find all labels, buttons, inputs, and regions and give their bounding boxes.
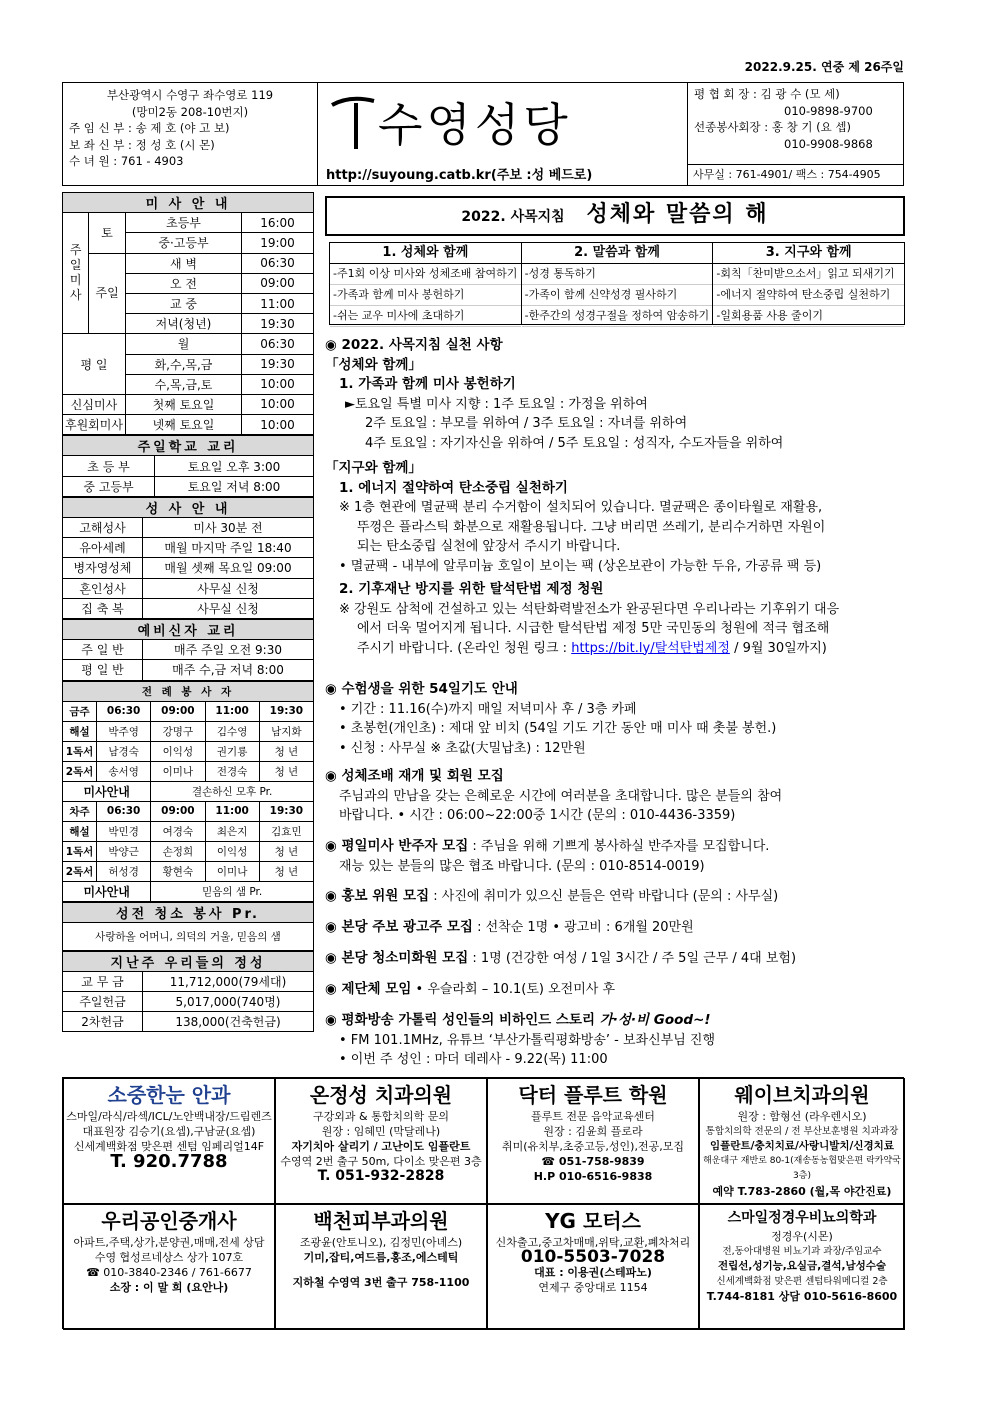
sacrament-name: 유아세례 (63, 538, 143, 558)
ad-wave-dental[interactable] (699, 1078, 905, 1204)
address: 부산광역시 수영구 좌수영로 119 (106, 88, 274, 102)
offering-amount: 5,017,000(740명) (143, 992, 314, 1012)
notice-adoration (325, 767, 905, 826)
mass-time: 19:00 (242, 233, 314, 253)
guideline-item: -회칙「찬미받으소서」읽고 되새기기 (713, 264, 904, 285)
time-header: 06:30 (97, 801, 151, 821)
class-name: 초 등 부 (63, 456, 155, 476)
offering-title: 지난주 우리들의 정성 (63, 951, 314, 971)
class-time: 토요일 저녁 8:00 (155, 476, 314, 496)
time-header: 06:30 (97, 701, 151, 721)
notice-line (325, 639, 905, 659)
ad-dermatology[interactable] (275, 1204, 487, 1330)
server: 김효민 (259, 821, 313, 841)
offering-type: 교 무 금 (63, 971, 143, 991)
ad-phone: T. 920.7788 (110, 1151, 228, 1172)
class-name: 주 일 반 (63, 640, 143, 660)
notice-heading: ◉ 성체조배 재개 및 회원 모집 (325, 768, 504, 784)
notice-line: 4주 토요일 : 자기자신을 위하여 / 5주 토요일 : 성직자, 수도자들을 위하여 (365, 435, 784, 451)
guideline-item: -가족과 함께 미사 봉헌하기 (330, 285, 521, 306)
sacrament-name: 집 축 복 (63, 598, 143, 618)
mass-guide: 믿음의 샘 Pr. (151, 881, 314, 901)
notice-line: • 기간 : 11.16(수)까지 매일 저녁미사 후 / 3층 카페 (339, 701, 637, 717)
mass-time: 19:30 (242, 354, 314, 374)
ad-flute-academy[interactable] (487, 1078, 699, 1204)
ad-line: 신차출고,중고차매매,위탁,교환,폐차처리 (495, 1236, 691, 1249)
ad-line: 수영 협성르네상스 상가 107호 (94, 1251, 244, 1264)
guideline-item: -가족이 함께 신약성경 필사하기 (522, 285, 713, 306)
sunday-school-table (62, 435, 314, 497)
year-theme-banner (325, 196, 905, 236)
special-mass-day: 넷째 토요일 (125, 415, 241, 435)
notice-subheading: 「지구와 함께」 (325, 460, 422, 476)
notice-text: : 선착순 1명 • 광고비 : 6개월 20만원 (472, 920, 694, 935)
ad-phone: 010-5503-7028 (520, 1247, 666, 1267)
server: 손정희 (151, 841, 205, 861)
notice-heading: ◉ 본당 청소미화원 모집 (325, 950, 469, 966)
mass-name: 월 (125, 334, 241, 354)
ad-line: 원장 : 함형선 (라우렌시오) (737, 1110, 867, 1123)
sunday-school-title: 주일학교 교리 (63, 436, 314, 456)
mass-guide-label: 미사안내 (63, 881, 151, 901)
catechumen-title: 예비신자 교리 (63, 619, 314, 639)
guideline-item: -에너지 절약하여 탄소중립 실천하기 (713, 285, 904, 306)
server: 청 년 (259, 741, 313, 761)
sacrament-table (62, 497, 314, 619)
server: 이미나 (151, 761, 205, 781)
guideline-columns (329, 242, 905, 325)
time-header: 09:00 (151, 801, 205, 821)
servers-title: 전 례 봉 사 자 (63, 681, 314, 701)
notice-line: ※ 강원도 삼척에 건설하고 있는 석탄화력발전소가 완공된다면 우리나라는 기후위기 대응 (339, 601, 840, 617)
server: 박민경 (97, 821, 151, 841)
sidebar (62, 192, 314, 1032)
notice-line: • 멸균팩 - 내부에 알루미늄 호일이 보이는 팩 (상온보관이 가능한 두유, 가공류 팩 등) (339, 558, 822, 574)
notice-line: • FM 101.1MHz, 유튜브 ‘부산가톨릭평화방송’ - 보좌신부님 진행 (339, 1032, 716, 1048)
ad-name: YG 모터스 (545, 1209, 641, 1233)
server: 이익성 (151, 741, 205, 761)
offering-type: 주일헌금 (63, 992, 143, 1012)
catechumen-table (62, 619, 314, 681)
ad-eye-clinic[interactable] (63, 1078, 275, 1204)
notice-line: 에서 더욱 멀어지게 됩니다. 시급한 탈석탄법 제정 5만 국민동의 청원에 적극 협조해 (357, 621, 830, 636)
mass-name: 저녁(청년) (125, 314, 241, 334)
cleaning-title: 성전 청소 봉사 Pr. (63, 902, 314, 922)
funeral-service-head: 선종봉사회장 : 홍 창 기 (요 셉) (694, 120, 851, 134)
time-header: 11:00 (205, 801, 259, 821)
mass-time: 06:30 (242, 334, 314, 354)
website-url[interactable]: http://suyoung.catb.kr(주보 :성 베드로) (326, 168, 593, 183)
ad-address: 연제구 중앙대로 1154 (538, 1281, 648, 1294)
ad-line: 취미(유치부,초중고등,성인),전공,모집 (502, 1140, 684, 1153)
offering-amount: 138,000(건축헌금) (143, 1012, 314, 1032)
sacrament-name: 고해성사 (63, 518, 143, 538)
server: 여경숙 (151, 821, 205, 841)
offering-amount: 11,712,000(79세대) (143, 971, 314, 991)
role: 1독서 (63, 841, 97, 861)
mass-schedule-title: 미 사 안 내 (63, 193, 314, 213)
notice-line: 바랍니다. • 시간 : 06:00~22:00중 1시간 (문의 : 010-4436-3359) (339, 808, 736, 823)
ad-line: 스마일/라식/라섹/ICL/노안백내장/드림렌즈 (66, 1110, 272, 1123)
ad-line: 신세계백화점 맞은편 센텀 임페리얼14F (73, 1140, 265, 1153)
notice-pr-committee (325, 887, 905, 907)
office-contact: 사무실 : 761-4901/ 팩스 : 754-4905 (688, 164, 903, 186)
sacrament-time: 매월 마지막 주일 18:40 (143, 538, 314, 558)
notice-guideline-practice (325, 336, 905, 658)
ad-phone: 지하철 수영역 3번 출구 758-1100 (292, 1276, 470, 1289)
address-detail: (망미2동 208-10번지) (131, 104, 249, 119)
server: 송서영 (97, 761, 151, 781)
mass-time: 09:00 (242, 273, 314, 293)
year-theme-title: 성체와 말씀의 해 (586, 202, 769, 227)
liturgy-servers-table (62, 681, 314, 902)
notice-text: : 사진에 취미가 있으신 분들은 연락 바랍니다 (문의 : 사무실) (429, 889, 779, 904)
ad-line: 전,동아대병원 비뇨기과 과장/주임교수 (722, 1246, 882, 1257)
week-label: 차주 (63, 801, 97, 821)
notice-line: ※ 1층 현관에 멸균팩 분리 수거함이 설치되어 있습니다. 멸균팩은 종이타월로 재활용, (339, 500, 823, 515)
ad-phone: T. 051-932-2828 (317, 1168, 445, 1184)
notice-line: ►토요일 특별 미사 지향 : 1주 토요일 : 가정을 위하여 (345, 396, 648, 412)
guideline-heading: 3. 지구와 함께 (713, 243, 904, 264)
server: 강명구 (151, 721, 205, 741)
ad-line: ☎ 051-758-9839 (541, 1155, 645, 1168)
ad-line: 대표원장 김승기(요셉),구남균(요셉) (82, 1125, 256, 1138)
mass-time: 16:00 (242, 213, 314, 233)
ad-line: 임플란트/충치치료/사랑니발치/신경치료 (710, 1140, 894, 1152)
ad-name: 스마일정경우비뇨의학과 (727, 1210, 877, 1226)
class-time: 매주 수,금 저녁 8:00 (143, 660, 314, 680)
role: 2독서 (63, 861, 97, 881)
guideline-column (522, 243, 714, 324)
notice-heading: ◉ 수험생을 위한 54일기도 안내 (325, 681, 518, 697)
mass-name: 새 벽 (125, 253, 241, 273)
council-president-phone: 010-9898-9700 (784, 103, 873, 118)
ad-name: 우리공인중개사 (101, 1209, 237, 1233)
notice-organist (325, 837, 905, 876)
special-mass-day: 첫째 토요일 (125, 394, 241, 414)
mass-time: 10:00 (242, 394, 314, 414)
parish-info (63, 83, 318, 185)
guideline-column (713, 243, 904, 324)
notice-line: 뚜껑은 플라스틱 화분으로 재활용됩니다. 그냥 버리면 쓰레기, 분리수거하면 자원이 (357, 519, 826, 535)
sacrament-time: 매월 셋째 목요일 09:00 (143, 558, 314, 578)
notice-item-heading: 2. 기후재난 방지를 위한 탈석탄법 제정 청원 (339, 581, 604, 597)
mass-time: 06:30 (242, 253, 314, 273)
mass-time: 10:00 (242, 415, 314, 435)
sunday-mass-label: 주일미사 (63, 213, 89, 334)
guideline-item: -쉬는 교우 미사에 초대하기 (330, 306, 521, 327)
special-mass-name: 신심미사 (63, 394, 126, 414)
notice-cleaner (325, 949, 905, 969)
guideline-item: -한주간의 성경구절을 정하여 암송하기 (522, 306, 713, 327)
council-info (688, 83, 903, 185)
mass-schedule-table (62, 192, 314, 435)
sacrament-title: 성 사 안 내 (63, 497, 314, 517)
ad-name: 닥터 플루트 학원 (518, 1083, 668, 1107)
notice-text: : 1명 (건강한 여성 / 1일 3시간 / 주 5일 근무 / 4대 보험) (468, 951, 797, 966)
mass-guide-label: 미사안내 (63, 781, 151, 801)
logo-area (318, 83, 688, 185)
ad-owner: 소장 : 이 말 희 (요안나) (109, 1281, 229, 1294)
server: 남경숙 (97, 741, 151, 761)
weekday-label: 평 일 (63, 334, 126, 395)
notice-line: • 신청 : 사무실 ※ 초값(大밀납초) : 12만원 (339, 740, 586, 756)
notice-text: 주시기 바랍니다. (온라인 청원 링크 : (357, 640, 572, 656)
server: 이익성 (205, 841, 259, 861)
ad-line: 해운대구 재반로 80-1(재송동농협맞은편 락카약국 3층) (703, 1156, 901, 1181)
server: 남지화 (259, 721, 313, 741)
notice-item-heading: 1. 가족과 함께 미사 봉헌하기 (339, 376, 516, 392)
parish-name-logo: 수영성당 (378, 98, 572, 152)
ad-motors[interactable] (487, 1204, 699, 1330)
mass-name: 초등부 (125, 213, 241, 233)
notice-text: • 우슬라회 – 10.1(토) 오전미사 후 (411, 982, 616, 997)
ad-line: 자기치아 살리기 / 고난이도 임플란트 (291, 1140, 471, 1153)
offering-type: 2차헌금 (63, 1012, 143, 1032)
server: 박양근 (97, 841, 151, 861)
notice-heading: ◉ 홍보 위원 모집 (325, 888, 430, 904)
mass-name: 수,목,금,토 (125, 374, 241, 394)
notice-line: 2주 토요일 : 부모를 위하여 / 3주 토요일 : 자녀를 위하여 (365, 416, 688, 431)
server: 박주영 (97, 721, 151, 741)
notice-line: 재능 있는 분들의 많은 협조 바랍니다. (문의 : 010-8514-0019) (339, 858, 705, 874)
ad-line: 플루트 전문 음악교육센터 (531, 1110, 655, 1123)
notice-heading: ◉ 본당 주보 광고주 모집 (325, 919, 473, 935)
sacrament-name: 병자영성체 (63, 558, 143, 578)
guideline-column (330, 243, 522, 324)
mass-guide: 결손하신 모후 Pr. (151, 781, 314, 801)
ad-dental-clinic[interactable] (275, 1078, 487, 1204)
sacrament-name: 혼인성사 (63, 578, 143, 598)
class-time: 토요일 오후 3:00 (155, 456, 314, 476)
parish-logo-icon (330, 93, 380, 153)
notice-item-heading: 1. 에너지 절약하여 탄소중립 실천하기 (339, 479, 568, 496)
council-president: 평 협 회 장 : 김 광 수 (모 세) (694, 87, 840, 101)
ad-line: 정경우(시몬) (771, 1230, 833, 1243)
ad-urology[interactable] (699, 1204, 905, 1330)
mass-time: 19:30 (242, 314, 314, 334)
class-time: 매주 주일 오전 9:30 (143, 640, 314, 660)
sacrament-time: 미사 30분 전 (143, 518, 314, 538)
ad-line: 아파트,주택,상가,분양권,매매,전세 상담 (73, 1236, 265, 1249)
class-name: 평 일 반 (63, 660, 143, 680)
server: 김수영 (205, 721, 259, 741)
year-label: 2022. 사목지침 (461, 209, 565, 225)
notice-line: 주님과의 만남을 갖는 은혜로운 시간에 여러분을 초대합니다. 많은 분들의 참여 (339, 788, 783, 804)
ad-line: 신세계백화점 맞은편 센텀타워메디컬 2층 (716, 1276, 888, 1287)
time-header: 09:00 (151, 701, 205, 721)
server: 허성경 (97, 861, 151, 881)
mass-time: 10:00 (242, 374, 314, 394)
role: 해설 (63, 721, 97, 741)
guideline-item: -주1회 이상 미사와 성체조배 참여하기 (330, 264, 521, 285)
ad-line: ☎ 010-3840-2346 / 761-6677 (86, 1266, 252, 1279)
mass-time: 11:00 (242, 293, 314, 313)
ad-phone: 예약 T.783-2860 (월,목 야간진료) (712, 1185, 892, 1198)
notice-line: 되는 탄소중립 실천에 앞장서 주시기 바랍니다. (357, 539, 621, 554)
ad-phone: T.744-8181 상담 010-5616-8600 (706, 1290, 898, 1303)
notice-heading: ◉ 제단체 모임 (325, 981, 412, 997)
ad-line: 통합치의학 전문의 / 전 부산보훈병원 치과과장 (705, 1126, 899, 1137)
petition-link[interactable]: https://bit.ly/탈석탄법제정 (571, 640, 730, 656)
funeral-service-phone: 010-9908-9868 (784, 136, 873, 151)
cleaning-table (62, 902, 314, 951)
guideline-item: -성경 통독하기 (522, 264, 713, 285)
notice-text: / 9월 30일까지) (729, 640, 827, 656)
mass-name: 중·고등부 (125, 233, 241, 253)
ad-line: 원장 : 임혜민 (막달레나) (321, 1125, 441, 1138)
ad-line: 구강외과 & 통합치의학 문의 (313, 1110, 449, 1123)
ad-real-estate[interactable] (63, 1204, 275, 1330)
ad-line: 수영역 2번 출구 50m, 다이소 맞은편 3층 (280, 1155, 482, 1168)
server: 황현숙 (151, 861, 205, 881)
guideline-heading: 2. 말씀과 함께 (522, 243, 713, 264)
cleaning-groups: 사랑하올 어머니, 의덕의 거울, 믿음의 샘 (63, 922, 314, 950)
notice-advertiser (325, 918, 905, 938)
ad-line: 전립선,성기능,요실금,결석,남성수술 (717, 1260, 887, 1272)
class-name: 중 고등부 (63, 476, 155, 496)
mass-name: 오 전 (125, 273, 241, 293)
notice-line: • 초봉헌(개인초) : 제대 앞 비치 (54일 기도 기간 동안 매 미사 때 촛불 봉헌.) (339, 721, 777, 736)
notice-heading: ◉ 평화방송 가톨릭 성인들의 비하인드 스토리 (325, 1012, 600, 1028)
notice-text: : 주님을 위해 기쁘게 봉사하실 반주자를 모집합니다. (468, 839, 770, 854)
server: 청 년 (259, 841, 313, 861)
saturday-label: 토 (89, 213, 126, 253)
offering-table (62, 951, 314, 1033)
pastor: 주 임 신 부 : 송 제 호 (야 고 보) (69, 121, 230, 135)
ad-name: 웨이브치과의원 (734, 1083, 870, 1107)
masthead (62, 82, 904, 186)
guideline-item: -일회용품 사용 줄이기 (713, 306, 904, 327)
issue-date: 2022.9.25. 연중 제 26주일 (744, 60, 904, 74)
server: 청 년 (259, 861, 313, 881)
notice-exam-prayer (325, 680, 905, 758)
ad-name: 백천피부과의원 (313, 1209, 449, 1233)
server: 청 년 (259, 761, 313, 781)
notice-highlight: 가·성·비 Good~! (599, 1012, 711, 1028)
role: 1독서 (63, 741, 97, 761)
ad-phone: H.P 010-6516-9838 (533, 1170, 653, 1183)
ad-line: 원장 : 김윤희 플로라 (543, 1125, 643, 1138)
guideline-heading: 1. 성체와 함께 (330, 243, 521, 264)
role: 해설 (63, 821, 97, 841)
server: 전경숙 (205, 761, 259, 781)
server: 권기룡 (205, 741, 259, 761)
time-header: 19:30 (259, 701, 313, 721)
sunday-label: 주일 (89, 253, 126, 334)
ad-line: 대표 : 이용권(스테파노) (534, 1266, 652, 1279)
mass-name: 화,수,목,금 (125, 354, 241, 374)
mass-name: 교 중 (125, 293, 241, 313)
week-label: 금주 (63, 701, 97, 721)
time-header: 11:00 (205, 701, 259, 721)
ad-line: 기미,잡티,여드름,홍조,에스테틱 (303, 1251, 459, 1264)
time-header: 19:30 (259, 801, 313, 821)
notice-heading: ◉ 2022. 사목지침 실천 사항 (325, 337, 503, 353)
server: 최은지 (205, 821, 259, 841)
notice-heading: ◉ 평일미사 반주자 모집 (325, 838, 469, 854)
advertisement-grid (62, 1077, 904, 1329)
notice-line: • 이번 주 성인 : 마더 데레사 - 9.22(목) 11:00 (339, 1052, 608, 1067)
role: 2독서 (63, 761, 97, 781)
sacrament-time: 사무실 신청 (143, 598, 314, 618)
convent-phone: 수 녀 원 : 761 - 4903 (69, 154, 184, 168)
server: 이미나 (205, 861, 259, 881)
special-mass-name: 후원회미사 (63, 415, 126, 435)
ad-name: 온정성 치과의원 (309, 1083, 453, 1107)
ad-line: 조광윤(안토니오), 김정민(아녜스) (299, 1236, 463, 1249)
ad-name: 소중한눈 안과 (107, 1083, 231, 1107)
notice-subheading: 「성체와 함께」 (325, 356, 422, 373)
notice-groups (325, 980, 905, 1000)
sacrament-time: 사무실 신청 (143, 578, 314, 598)
notice-broadcast (325, 1011, 905, 1070)
assistant-priest: 보 좌 신 부 : 정 성 호 (시 몬) (69, 137, 215, 152)
